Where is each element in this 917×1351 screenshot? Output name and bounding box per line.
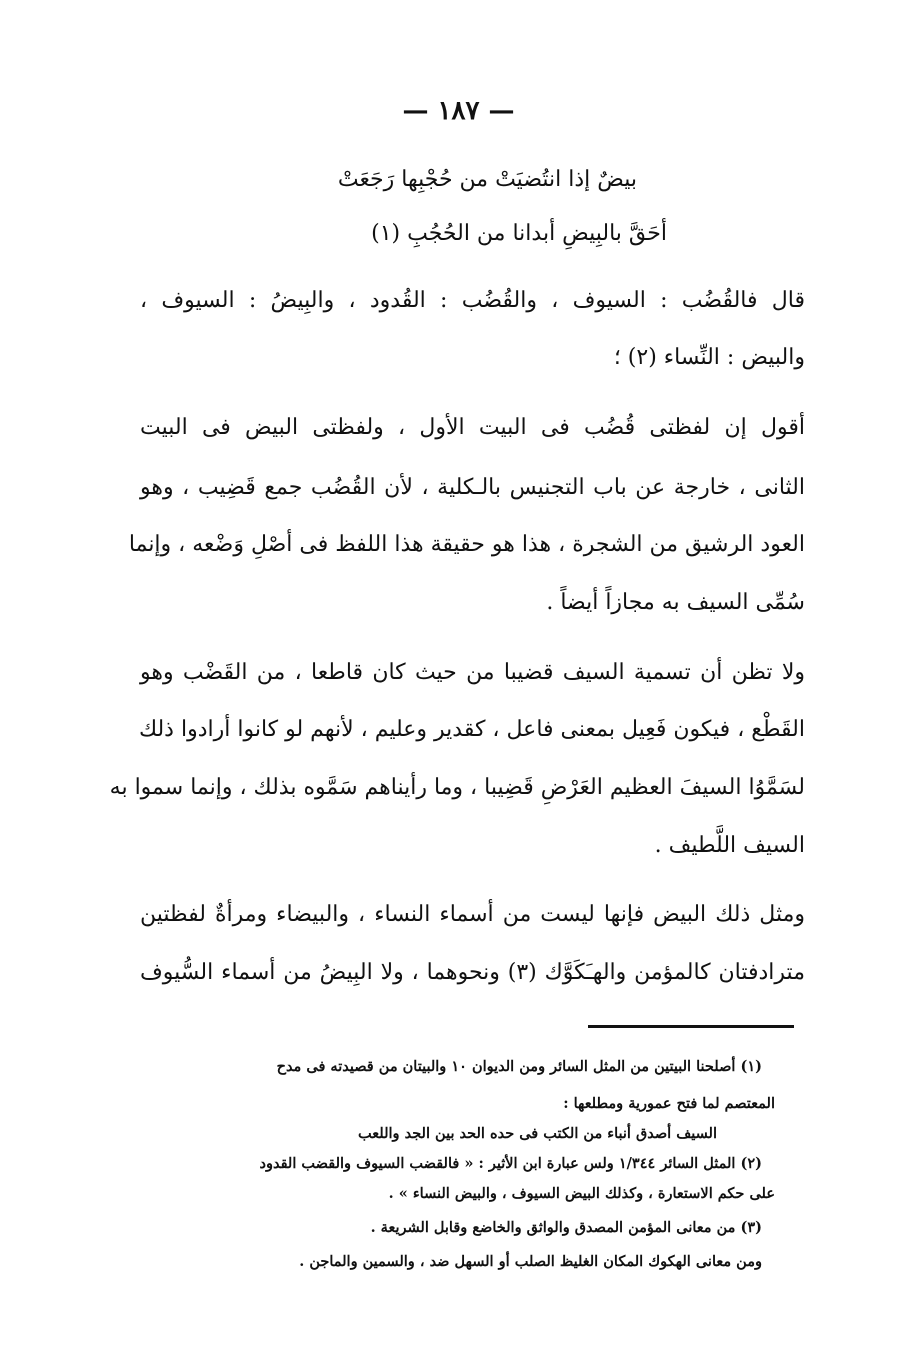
paragraph-2-line-4: سُمِّى السيف به مجازاً أيضاً . bbox=[546, 590, 805, 615]
paragraph-3-line-4: السيف اللَّطيف . bbox=[654, 833, 805, 858]
paragraph-2-line-3: العود الرشيق من الشجرة ، هذا هو حقيقة هذا اللفظ فى أصْلِ وَضْعه ، وإنما bbox=[128, 532, 805, 557]
paragraph-2-line-2: الثانى ، خارجة عن باب التجنيس بالـكلية ، لأن القُضُب جمع قَضِيب ، وهو bbox=[140, 475, 805, 500]
footnote-3-line-1: (٣) من معانى المؤمن المصدق والواثق والخاضع وقابل الشريعة . bbox=[370, 1219, 762, 1236]
footnote-3-line-2: ومن معانى الهكوك المكان الغليظ الصلب أو السهل ضد ، والسمين والماجن . bbox=[299, 1253, 762, 1270]
page-number: — ١٨٧ — bbox=[402, 96, 515, 126]
footnote-separator bbox=[588, 1025, 794, 1028]
footnote-2-line-1: (٢) المثل السائر ١/٣٤٤ ولس عبارة ابن الأثير : « فالقضب السيوف والقضب القدود bbox=[259, 1155, 762, 1172]
footnote-1-verse: السيف أصدق أنباء من الكتب فى حده الحد بين الجد واللعب bbox=[358, 1125, 717, 1142]
paragraph-3-line-1: ولا تظن أن تسمية السيف قضيبا من حيث كان قاطعا ، من القَضْب وهو bbox=[140, 660, 805, 685]
verse-line-2: أحَقَّ بالبِيضِ أبدانا من الحُجُبِ (١) bbox=[371, 221, 667, 246]
paragraph-2-line-1: أقول إن لفظتى قُضُب فى البيت الأول ، ولفظتى البيض فى البيت bbox=[140, 415, 805, 440]
verse-line-1: بيضٌ إذا انتُضيَتْ من حُجْبِها رَجَعَتْ bbox=[337, 167, 637, 192]
footnote-2-line-2: على حكم الاستعارة ، وكذلك البيض السيوف ، والبيض النساء » . bbox=[388, 1185, 775, 1202]
paragraph-1-line-2: والبيض : النِّساء (٢) ؛ bbox=[613, 345, 805, 370]
paragraph-3-line-3: لسَمَّوُا السيفَ العظيم العَرْضِ قَضِيبا ، وما رأيناهم سَمَّوه بذلك ، وإنما سموا به bbox=[109, 775, 805, 800]
paragraph-4-line-1: ومثل ذلك البيض فإنها ليست من أسماء النساء ، والبيضاء ومرأةٌ لفظتين bbox=[140, 902, 805, 927]
paragraph-3-line-2: القَطْع ، فيكون فَعِيل بمعنى فاعل ، كقدير وعليم ، لأنهم لو كانوا أرادوا ذلك bbox=[138, 717, 805, 742]
footnote-1-line-1: (١) أصلحنا البيتين من المثل السائر ومن الديوان ١٠ والبيتان من قصيدته فى مدح bbox=[276, 1058, 762, 1075]
paragraph-1-line-1: قال فالقُضُب : السيوف ، والقُضُب : القُدود ، والبِيضُ : السيوف ، bbox=[140, 288, 805, 313]
paragraph-4-line-2: مترادفتان كالمؤمن والهـَكَوَّك (٣) ونحوهما ، ولا البِيضُ من أسماء السُّيوف bbox=[140, 960, 805, 985]
footnote-1-line-2: المعتصم لما فتح عمورية ومطلعها : bbox=[563, 1095, 775, 1112]
